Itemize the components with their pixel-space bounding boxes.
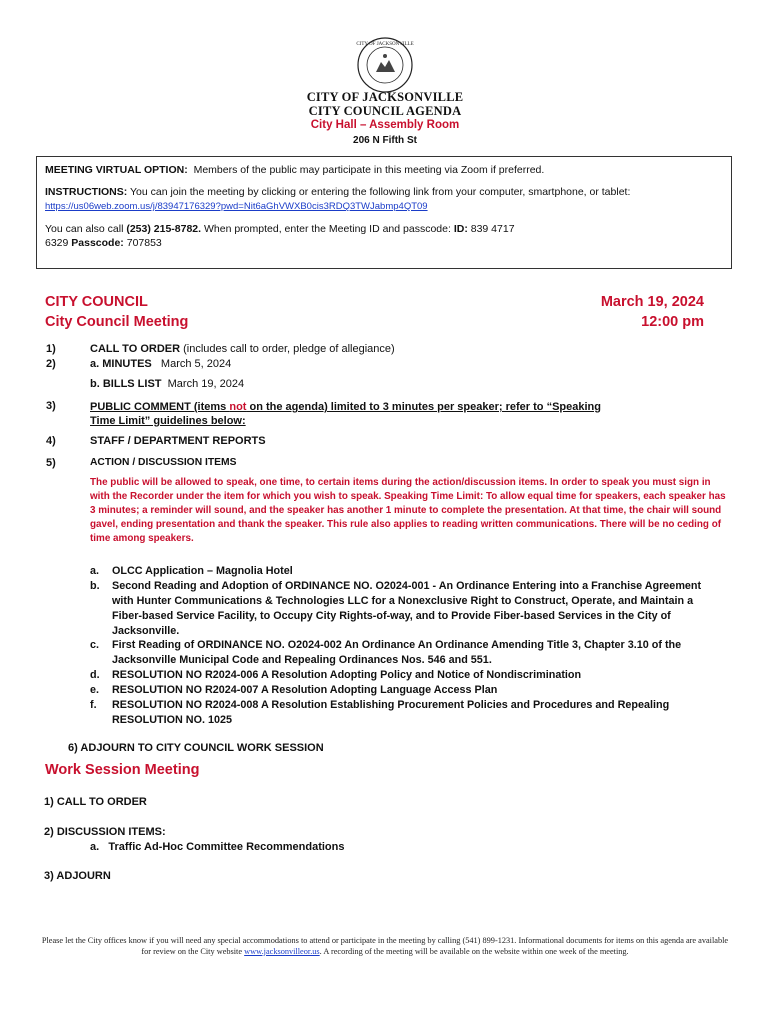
action-item-b: b. Second Reading and Adoption of ORDINANCE NO. O2024-001 - An Ordinance Entering into a Franchise Agreement with Hunter Communications & Technologies LLC for a Nonexclusive Right to Construct, Operate, and Maintain a Fiber-based Service Facility, to Occupy City Rights-of-way, and to Provide Fiber-based Services in the City of Jacksonville. bbox=[90, 580, 702, 637]
address: 206 N Fifth St bbox=[353, 135, 417, 146]
meeting-time: 12:00 pm bbox=[641, 314, 704, 330]
ws-adjourn: 3) ADJOURN bbox=[44, 870, 111, 882]
meeting-id-2: 6329 bbox=[45, 237, 69, 249]
agenda-item-action: ACTION / DISCUSSION ITEMS bbox=[90, 457, 237, 468]
public-speaking-notice: The public will be allowed to speak, one time, to certain items during the action/discussion items. In order to speak you must sign in with the Recorder under the item for which you wish to speak. Speaking Time Limit: To allow equal time for speakers, each speaker has 3 minutes; a reminder will sound, and the speaker has another 1 minute to complete the presentation. At that time, the chair will sound gavel, ending presentation and thank the speaker. This rule also applies to reading written communications. There will be no ceding of time among speakers. bbox=[90, 477, 726, 544]
agenda-item-minutes: a. MINUTES March 5, 2024 bbox=[90, 358, 232, 370]
action-item-e: e. RESOLUTION NO R2024-007 A Resolution Adopting Language Access Plan bbox=[90, 684, 498, 696]
location: City Hall – Assembly Room bbox=[310, 119, 460, 131]
item-number-5: 5) bbox=[46, 457, 56, 469]
agenda-item-staff-reports: STAFF / DEPARTMENT REPORTS bbox=[90, 435, 266, 447]
council-heading bbox=[45, 292, 188, 332]
ws-discussion-items: 2) DISCUSSION ITEMS: bbox=[44, 826, 166, 838]
virtual-label: MEETING VIRTUAL OPTION: bbox=[45, 164, 188, 176]
action-item-f: f. RESOLUTION NO R2024-008 A Resolution Establishing Procurement Policies and Procedures and Repealing RESOLUTION NO. 1025 bbox=[90, 699, 670, 726]
item-number-3: 3) bbox=[46, 400, 56, 412]
action-item-a: a. OLCC Application – Magnolia Hotel bbox=[90, 565, 293, 577]
item-number-4: 4) bbox=[46, 435, 56, 447]
action-item-c: c. First Reading of ORDINANCE NO. O2024-002 An Ordinance An Ordinance Amending Title 3, Chapter 3.10 of the Jacksonville Municipal Code and Repealing Ordinances Nos. 546 and 551. bbox=[90, 639, 682, 666]
council-title: CITY COUNCIL bbox=[45, 294, 148, 310]
call-text: When prompted, enter the Meeting ID and passcode: bbox=[204, 223, 451, 235]
city-website-link[interactable]: www.jacksonvilleor.us bbox=[244, 946, 320, 956]
instructions-label: INSTRUCTIONS: bbox=[45, 186, 128, 198]
ws-call-to-order: 1) CALL TO ORDER bbox=[44, 796, 147, 808]
virtual-meeting-box bbox=[36, 156, 732, 269]
item-number-1: 1) bbox=[46, 343, 56, 355]
virtual-text: Members of the public may participate in this meeting via Zoom if preferred. bbox=[193, 164, 545, 176]
agenda-item-call-to-order: CALL TO ORDER (includes call to order, pledge of allegiance) bbox=[90, 343, 395, 355]
passcode-label: Passcode: bbox=[71, 237, 124, 249]
meeting-date: March 19, 2024 bbox=[600, 294, 704, 310]
ws-discussion-item-a: a. Traffic Ad-Hoc Committee Recommendations bbox=[90, 841, 345, 853]
work-session-title: Work Session Meeting bbox=[45, 762, 200, 778]
agenda-item-public-comment: PUBLIC COMMENT (items not on the agenda) limited to 3 minutes per speaker; refer to “Speaking Time Limit” guidelines below: bbox=[90, 401, 601, 427]
agenda-title: CITY COUNCIL AGENDA bbox=[308, 104, 462, 118]
action-item-d: d. RESOLUTION NO R2024-006 A Resolution Adopting Policy and Notice of Nondiscrimination bbox=[90, 669, 582, 681]
passcode: 707853 bbox=[126, 237, 162, 249]
city-name: CITY OF JACKSONVILLE bbox=[306, 90, 464, 104]
agenda-item-adjourn: 6) ADJOURN TO CITY COUNCIL WORK SESSION bbox=[68, 742, 324, 754]
svg-text:CITY OF JACKSONVILLE: CITY OF JACKSONVILLE bbox=[356, 42, 414, 47]
zoom-link[interactable]: https://us06web.zoom.us/j/83947176329?pwd=Nit6aGhVWXB0cis3RDQ3TWJabmp4QT09 bbox=[45, 201, 428, 212]
phone-number: (253) 215-8782. bbox=[126, 223, 202, 235]
council-datetime bbox=[601, 292, 704, 332]
city-seal-logo bbox=[356, 36, 414, 94]
call-prefix: You can also call bbox=[45, 223, 124, 235]
meeting-id: 839 4717 bbox=[470, 223, 515, 235]
footer-notice: Please let the City offices know if you will need any special accommodations to attend or participate in the meeting by calling (541) 899-1231. Informational documents for items on this agenda are available for review on the City website www.jacksonvilleor.us. A recording of the meeting will be available on the website within one week of the meeting. bbox=[41, 936, 729, 956]
item-number-2: 2) bbox=[46, 358, 56, 370]
agenda-item-bills: b. BILLS LIST March 19, 2024 bbox=[90, 378, 245, 390]
instructions-text: You can join the meeting by clicking or entering the following link from your computer, smartphone, or tablet: bbox=[129, 186, 631, 198]
id-label: ID: bbox=[453, 223, 468, 235]
council-subtitle: City Council Meeting bbox=[45, 314, 189, 330]
